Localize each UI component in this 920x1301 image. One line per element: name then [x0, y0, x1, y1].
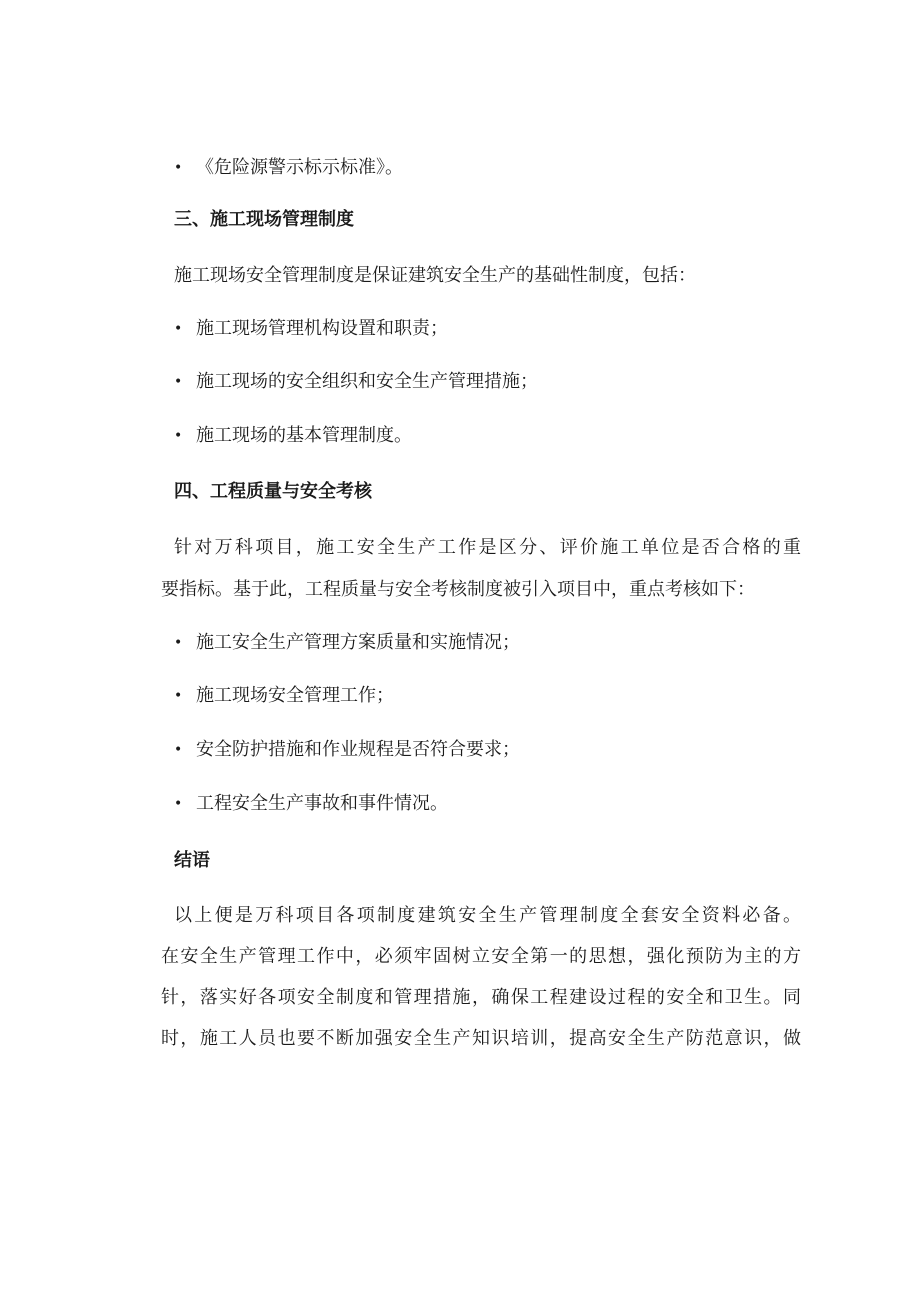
- bullet-icon: •: [174, 688, 183, 704]
- bullet-icon: •: [174, 635, 183, 651]
- section-heading: 四、工程质量与安全考核: [174, 481, 372, 502]
- bullet-icon: •: [174, 374, 183, 390]
- paragraph-line: 在安全生产管理工作中，必须牢固树立安全第一的思想，强化预防为主的方: [161, 946, 801, 967]
- bullet-icon: •: [174, 321, 183, 337]
- bullet-icon: •: [174, 428, 183, 444]
- bullet-icon: •: [174, 160, 183, 176]
- section-heading: 结语: [174, 850, 210, 871]
- bullet-icon: •: [174, 796, 183, 812]
- list-item-text: 施工安全生产管理方案质量和实施情况；: [196, 632, 520, 653]
- paragraph-line: 时，施工人员也要不断加强安全生产知识培训，提高安全生产防范意识，做: [161, 1028, 801, 1049]
- list-item-text: 安全防护措施和作业规程是否符合要求；: [196, 739, 520, 760]
- list-item-text: 施工现场管理机构设置和职责；: [196, 318, 448, 339]
- list-item-text: 施工现场的基本管理制度。: [196, 425, 412, 446]
- bullet-icon: •: [174, 742, 183, 758]
- paragraph-line: 以上便是万科项目各项制度建筑安全生产管理制度全套安全资料必备。: [174, 905, 801, 926]
- list-item-text: 工程安全生产事故和事件情况。: [196, 793, 448, 814]
- list-item-text: 施工现场安全管理工作；: [196, 685, 394, 706]
- section-heading: 三、施工现场管理制度: [174, 209, 354, 230]
- list-item-text: 施工现场的安全组织和安全生产管理措施；: [196, 371, 538, 392]
- paragraph-line: 针对万科项目，施工安全生产工作是区分、评价施工单位是否合格的重: [174, 537, 801, 558]
- paragraph-line: 针，落实好各项安全制度和管理措施，确保工程建设过程的安全和卫生。同: [161, 987, 801, 1008]
- section-intro: 施工现场安全管理制度是保证建筑安全生产的基础性制度，包括：: [174, 265, 696, 286]
- list-item-text: 《危险源警示标示标准》。: [196, 157, 403, 178]
- paragraph-line: 要指标。基于此，工程质量与安全考核制度被引入项目中，重点考核如下：: [161, 579, 755, 600]
